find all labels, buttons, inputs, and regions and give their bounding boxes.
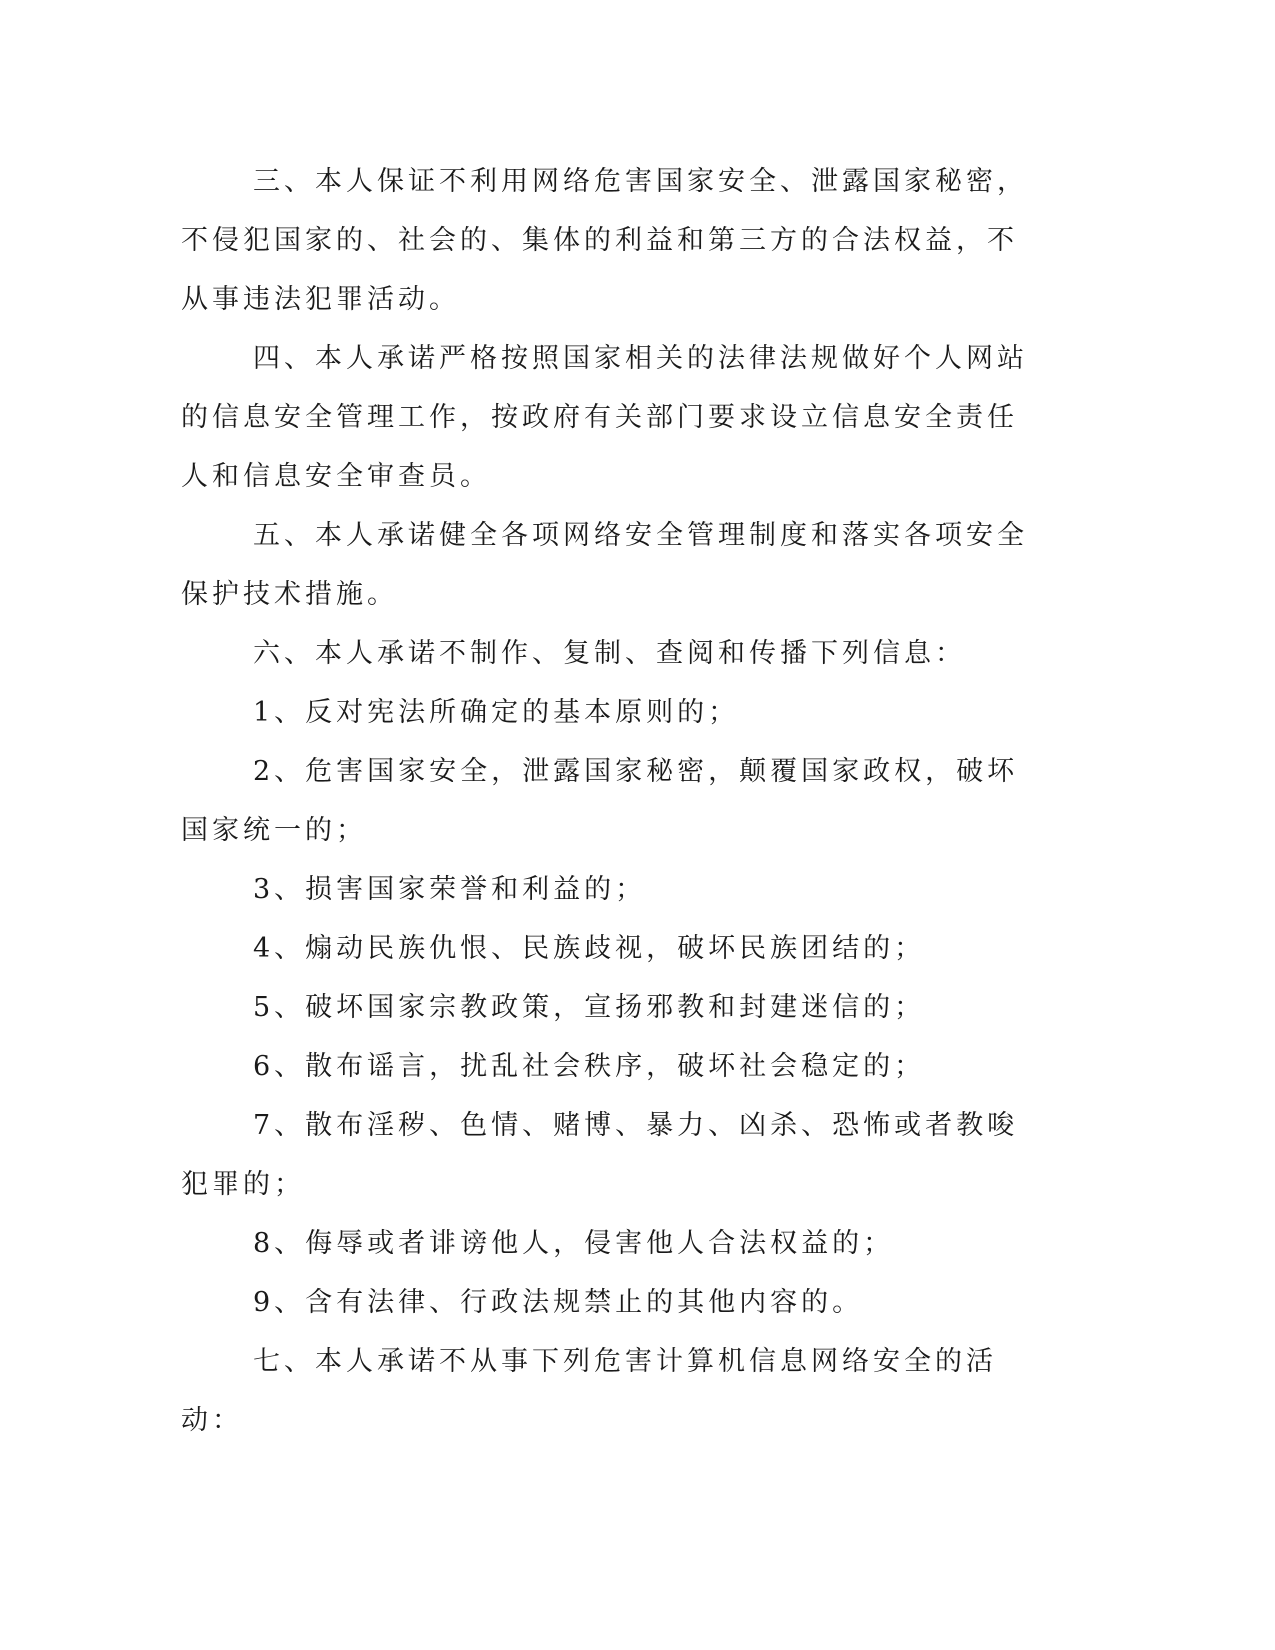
list-item-8: 8、侮辱或者诽谤他人，侵害他人合法权益的； [253,1228,895,1259]
document-body [181,152,1031,1450]
list-item-2: 2、危害国家安全，泄露国家秘密，颠覆国家政权，破坏国家统一的； [181,756,1019,846]
list-item-4: 4、煽动民族仇恨、民族歧视，破坏民族团结的； [253,933,926,964]
paragraph-item-6: 六、本人承诺不制作、复制、查阅和传播下列信息： [253,638,966,669]
paragraph-item-3: 三、本人保证不利用网络危害国家安全、泄露国家秘密，不侵犯国家的、社会的、集体的利益和第三方的合法权益，不从事违法犯罪活动。 [181,166,1028,315]
list-item-5: 5、破坏国家宗教政策，宣扬邪教和封建迷信的； [253,992,926,1023]
paragraph-item-7: 七、本人承诺不从事下列危害计算机信息网络安全的活动： [181,1346,997,1436]
list-item-1: 1、反对宪法所确定的基本原则的； [253,697,740,728]
list-item-9: 9、含有法律、行政法规禁止的其他内容的。 [253,1287,864,1318]
paragraph-item-4: 四、本人承诺严格按照国家相关的法律法规做好个人网站的信息安全管理工作，按政府有关部门要求设立信息安全责任人和信息安全审查员。 [181,343,1028,492]
paragraph-item-5: 五、本人承诺健全各项网络安全管理制度和落实各项安全保护技术措施。 [181,520,1028,610]
list-item-6: 6、散布谣言，扰乱社会秩序，破坏社会稳定的； [253,1051,926,1082]
list-item-7: 7、散布淫秽、色情、赌博、暴力、凶杀、恐怖或者教唆犯罪的； [181,1110,1019,1200]
list-item-3: 3、损害国家荣誉和利益的； [253,874,647,905]
